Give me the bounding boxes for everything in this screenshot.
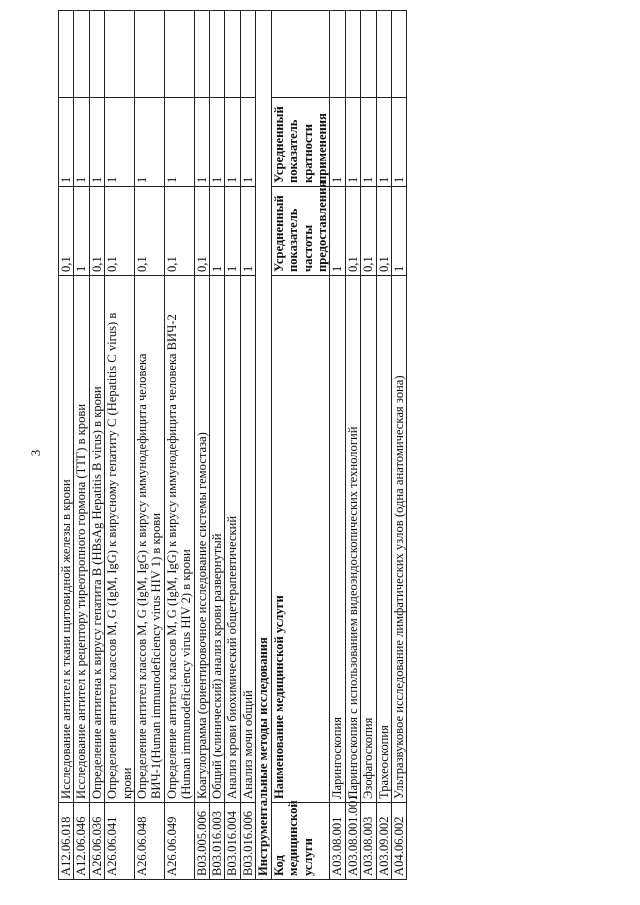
- service-name: Ультразвуковое исследование лимфатических узлов (одна анатомическая зона): [391, 276, 406, 803]
- multiplicity-value: 1: [361, 98, 376, 187]
- table-row: [164, 11, 194, 880]
- table-row: [376, 11, 391, 880]
- frequency-value: 1: [210, 187, 225, 276]
- service-code: A03.08.001: [330, 803, 345, 880]
- service-name: Общий (клинический) анализ крови развернутый: [210, 276, 225, 803]
- frequency-value: 0,1: [89, 187, 104, 276]
- multiplicity-value: 1: [194, 98, 209, 187]
- frequency-value: 1: [225, 187, 240, 276]
- service-code: A26.06.036: [89, 803, 104, 880]
- service-code: A04.06.002: [391, 803, 406, 880]
- service-code: A12.06.018: [59, 803, 74, 880]
- frequency-value: 1: [330, 187, 345, 276]
- table-row: [135, 11, 165, 880]
- header-code: Код медицинской услуги: [271, 803, 330, 880]
- section-row: [256, 11, 271, 880]
- header-mult: Усредненный показатель кратности применения: [271, 98, 330, 187]
- multiplicity-value: 1: [59, 98, 74, 187]
- table-row: [74, 11, 89, 880]
- spare-cell: [59, 11, 74, 98]
- services-table-rotated: [58, 40, 638, 880]
- header-row: [271, 11, 330, 880]
- service-name: Определение антител классов M, G (IgM, IgG) к вирусу иммунодефицита человека ВИЧ-1(Human immunodeficiency virus HIV 1) в крови: [135, 276, 165, 803]
- frequency-value: 0,1: [105, 187, 135, 276]
- spare-cell: [164, 11, 194, 98]
- spare-cell: [240, 11, 255, 98]
- table-row: [240, 11, 255, 880]
- frequency-value: 0,1: [59, 187, 74, 276]
- service-name: Эзофагоскопия: [361, 276, 376, 803]
- table-row: [194, 11, 209, 880]
- service-code: A26.06.048: [135, 803, 165, 880]
- page-number: 3: [28, 449, 43, 457]
- service-code: B03.016.004: [225, 803, 240, 880]
- spare-cell: [74, 11, 89, 98]
- service-code: B03.005.006: [194, 803, 209, 880]
- multiplicity-value: 1: [210, 98, 225, 187]
- spare-cell: [89, 11, 104, 98]
- service-code: A26.06.049: [164, 803, 194, 880]
- section-title: Инструментальные методы исследования: [256, 11, 271, 880]
- multiplicity-value: 1: [164, 98, 194, 187]
- spare-cell: [210, 11, 225, 98]
- frequency-value: 0,1: [164, 187, 194, 276]
- header-spare: [271, 11, 330, 98]
- frequency-value: 0,1: [345, 187, 360, 276]
- table-row: [225, 11, 240, 880]
- spare-cell: [391, 11, 406, 98]
- header-name: Наименование медицинской услуги: [271, 276, 330, 803]
- service-code: A03.08.003: [361, 803, 376, 880]
- service-name: Коагулограмма (ориентировочное исследование системы гемостаза): [194, 276, 209, 803]
- spare-cell: [376, 11, 391, 98]
- frequency-value: 1: [391, 187, 406, 276]
- service-name: Определение антител классов M, G (IgM, IgG) к вирусному гепатиту C (Hepatitis C virus) в крови: [105, 276, 135, 803]
- table-row: [330, 11, 345, 880]
- table-row: [105, 11, 135, 880]
- service-name: Анализ мочи общий: [240, 276, 255, 803]
- multiplicity-value: 1: [345, 98, 360, 187]
- multiplicity-value: 1: [376, 98, 391, 187]
- table-row: [345, 11, 360, 880]
- spare-cell: [330, 11, 345, 98]
- service-name: Определение антител классов M, G (IgM, IgG) к вирусу иммунодефицита человека ВИЧ-2 (Human immunodeficiency virus HIV 2) в крови: [164, 276, 194, 803]
- service-name: Ларингоскопия: [330, 276, 345, 803]
- service-code: A03.09.002: [376, 803, 391, 880]
- service-name: Исследование антител к ткани щитовидной железы в крови: [59, 276, 74, 803]
- spare-cell: [135, 11, 165, 98]
- spare-cell: [105, 11, 135, 98]
- spare-cell: [361, 11, 376, 98]
- spare-cell: [345, 11, 360, 98]
- service-code: B03.016.003: [210, 803, 225, 880]
- header-freq: Усредненный показатель частоты предоставления: [271, 187, 330, 276]
- service-code: A03.08.001.001: [345, 803, 360, 880]
- services-table: [58, 10, 407, 880]
- service-name: Трахеоскопия: [376, 276, 391, 803]
- table-row: [59, 11, 74, 880]
- service-code: A12.06.046: [74, 803, 89, 880]
- frequency-value: 0,1: [361, 187, 376, 276]
- table-row: [89, 11, 104, 880]
- service-name: Ларингоскопия с использованием видеоэндоскопических технологий: [345, 276, 360, 803]
- multiplicity-value: 1: [89, 98, 104, 187]
- service-name: Определение антигена к вирусу гепатита B (HBsAg Hepatitis B virus) в крови: [89, 276, 104, 803]
- frequency-value: 0,1: [194, 187, 209, 276]
- spare-cell: [225, 11, 240, 98]
- table-row: [361, 11, 376, 880]
- multiplicity-value: 1: [105, 98, 135, 187]
- frequency-value: 0,1: [376, 187, 391, 276]
- service-name: Исследование антител к рецептору тиреотропного гормона (ТТГ) в крови: [74, 276, 89, 803]
- multiplicity-value: 1: [240, 98, 255, 187]
- frequency-value: 1: [74, 187, 89, 276]
- table-row: [210, 11, 225, 880]
- instrumental-section: [256, 11, 330, 880]
- multiplicity-value: 1: [74, 98, 89, 187]
- multiplicity-value: 1: [135, 98, 165, 187]
- spare-cell: [194, 11, 209, 98]
- instrumental-body: [330, 11, 407, 880]
- multiplicity-value: 1: [330, 98, 345, 187]
- service-code: B03.016.006: [240, 803, 255, 880]
- frequency-value: 0,1: [135, 187, 165, 276]
- frequency-value: 1: [240, 187, 255, 276]
- table-row: [391, 11, 406, 880]
- multiplicity-value: 1: [391, 98, 406, 187]
- lab-tests-body: [59, 11, 256, 880]
- service-code: A26.06.041: [105, 803, 135, 880]
- multiplicity-value: 1: [225, 98, 240, 187]
- service-name: Анализ крови биохимический общетерапевтический: [225, 276, 240, 803]
